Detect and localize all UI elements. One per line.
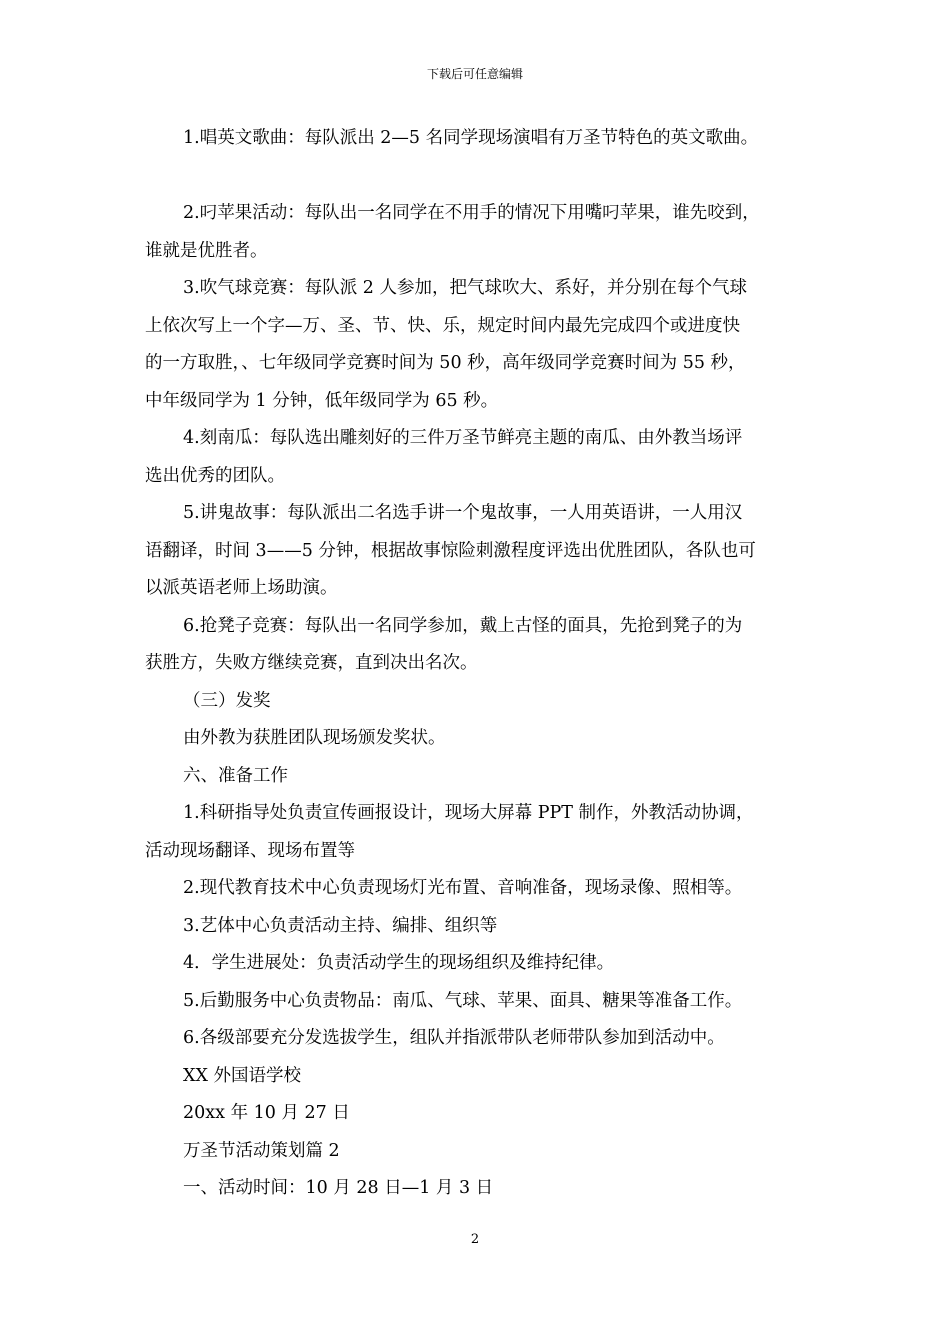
paragraph-awards: 由外教为获胜团队现场颁发奖状。 xyxy=(183,728,446,748)
paragraph-item-5-line-2: 语翻译，时间 3——5 分钟，根据故事惊险刺激程度评选出优胜团队，各队也可 xyxy=(145,540,756,561)
paragraph-item-2-line-1: 2.叼苹果活动：每队出一名同学在不用手的情况下用嘴叼苹果，谁先咬到， xyxy=(183,203,760,223)
paragraph-item-3-line-3: 的一方取胜，、七年级同学竞赛时间为 50 秒，高年级同学竞赛时间为 55 秒， xyxy=(145,353,746,373)
prep-item-3: 3.艺体中心负责活动主持、编排、组织等 xyxy=(183,915,498,936)
prep-item-2: 2.现代教育技术中心负责现场灯光布置、音响准备，现场录像、照相等。 xyxy=(183,878,743,898)
paragraph-item-2-line-2: 谁就是优胜者。 xyxy=(145,240,268,261)
paragraph-item-3-line-4: 中年级同学为 1 分钟，低年级同学为 65 秒。 xyxy=(145,390,499,411)
paragraph-item-1-line-1: 1.唱英文歌曲：每队派出 2—5 名同学现场演唱有万圣节特色的英文歌曲。 xyxy=(183,128,759,148)
paragraph-item-6-line-1: 6.抢凳子竞赛：每队出一名同学参加，戴上古怪的面具，先抢到凳子的为 xyxy=(183,615,743,636)
prep-item-5: 5.后勤服务中心负责物品：南瓜、气球、苹果、面具、糖果等准备工作。 xyxy=(183,990,743,1011)
paragraph-item-4-line-2: 选出优秀的团队。 xyxy=(145,465,285,486)
signature-school: XX 外国语学校 xyxy=(183,1065,301,1086)
paragraph-item-6-line-2: 获胜方，失败方继续竞赛，直到决出名次。 xyxy=(145,653,478,673)
paragraph-spacer xyxy=(145,158,810,196)
paragraph-item-3-line-2: 上依次写上一个字—万、圣、节、快、乐，规定时间内最先完成四个或进度快 xyxy=(145,315,740,336)
section-heading-awards: （三）发奖 xyxy=(183,690,271,711)
page-number: 2 xyxy=(470,1232,480,1247)
paragraph-item-3-line-1: 3.吹气球竞赛：每队派 2 人参加，把气球吹大、系好，并分别在每个气球 xyxy=(183,278,747,298)
activity-time: 一、活动时间：10 月 28 日—1 月 3 日 xyxy=(183,1178,494,1198)
paragraph-item-5-line-1: 5.讲鬼故事：每队派出二名选手讲一个鬼故事，一人用英语讲，一人用汉 xyxy=(183,503,743,523)
page-header: 下载后可任意编辑 xyxy=(426,67,523,81)
prep-item-4: 4．学生进展处：负责活动学生的现场组织及维持纪律。 xyxy=(183,953,615,973)
paragraph-item-4-line-1: 4.刻南瓜：每队选出雕刻好的三件万圣节鲜亮主题的南瓜、由外教当场评 xyxy=(183,428,743,448)
prep-item-1-line-2: 活动现场翻译、现场布置等 xyxy=(145,840,355,861)
prep-item-1-line-1: 1.科研指导处负责宣传画报设计，现场大屏幕 PPT 制作，外教活动协调， xyxy=(183,803,754,823)
paragraph-item-5-line-3: 以派英语老师上场助演。 xyxy=(145,578,338,598)
document-body xyxy=(145,120,810,1208)
next-section-title: 万圣节活动策划篇 2 xyxy=(183,1140,340,1161)
prep-item-6: 6.各级部要充分发选拔学生，组队并指派带队老师带队参加到活动中。 xyxy=(183,1028,725,1048)
signature-date: 20xx 年 10 月 27 日 xyxy=(183,1103,350,1123)
section-heading-preparation: 六、准备工作 xyxy=(183,765,288,786)
